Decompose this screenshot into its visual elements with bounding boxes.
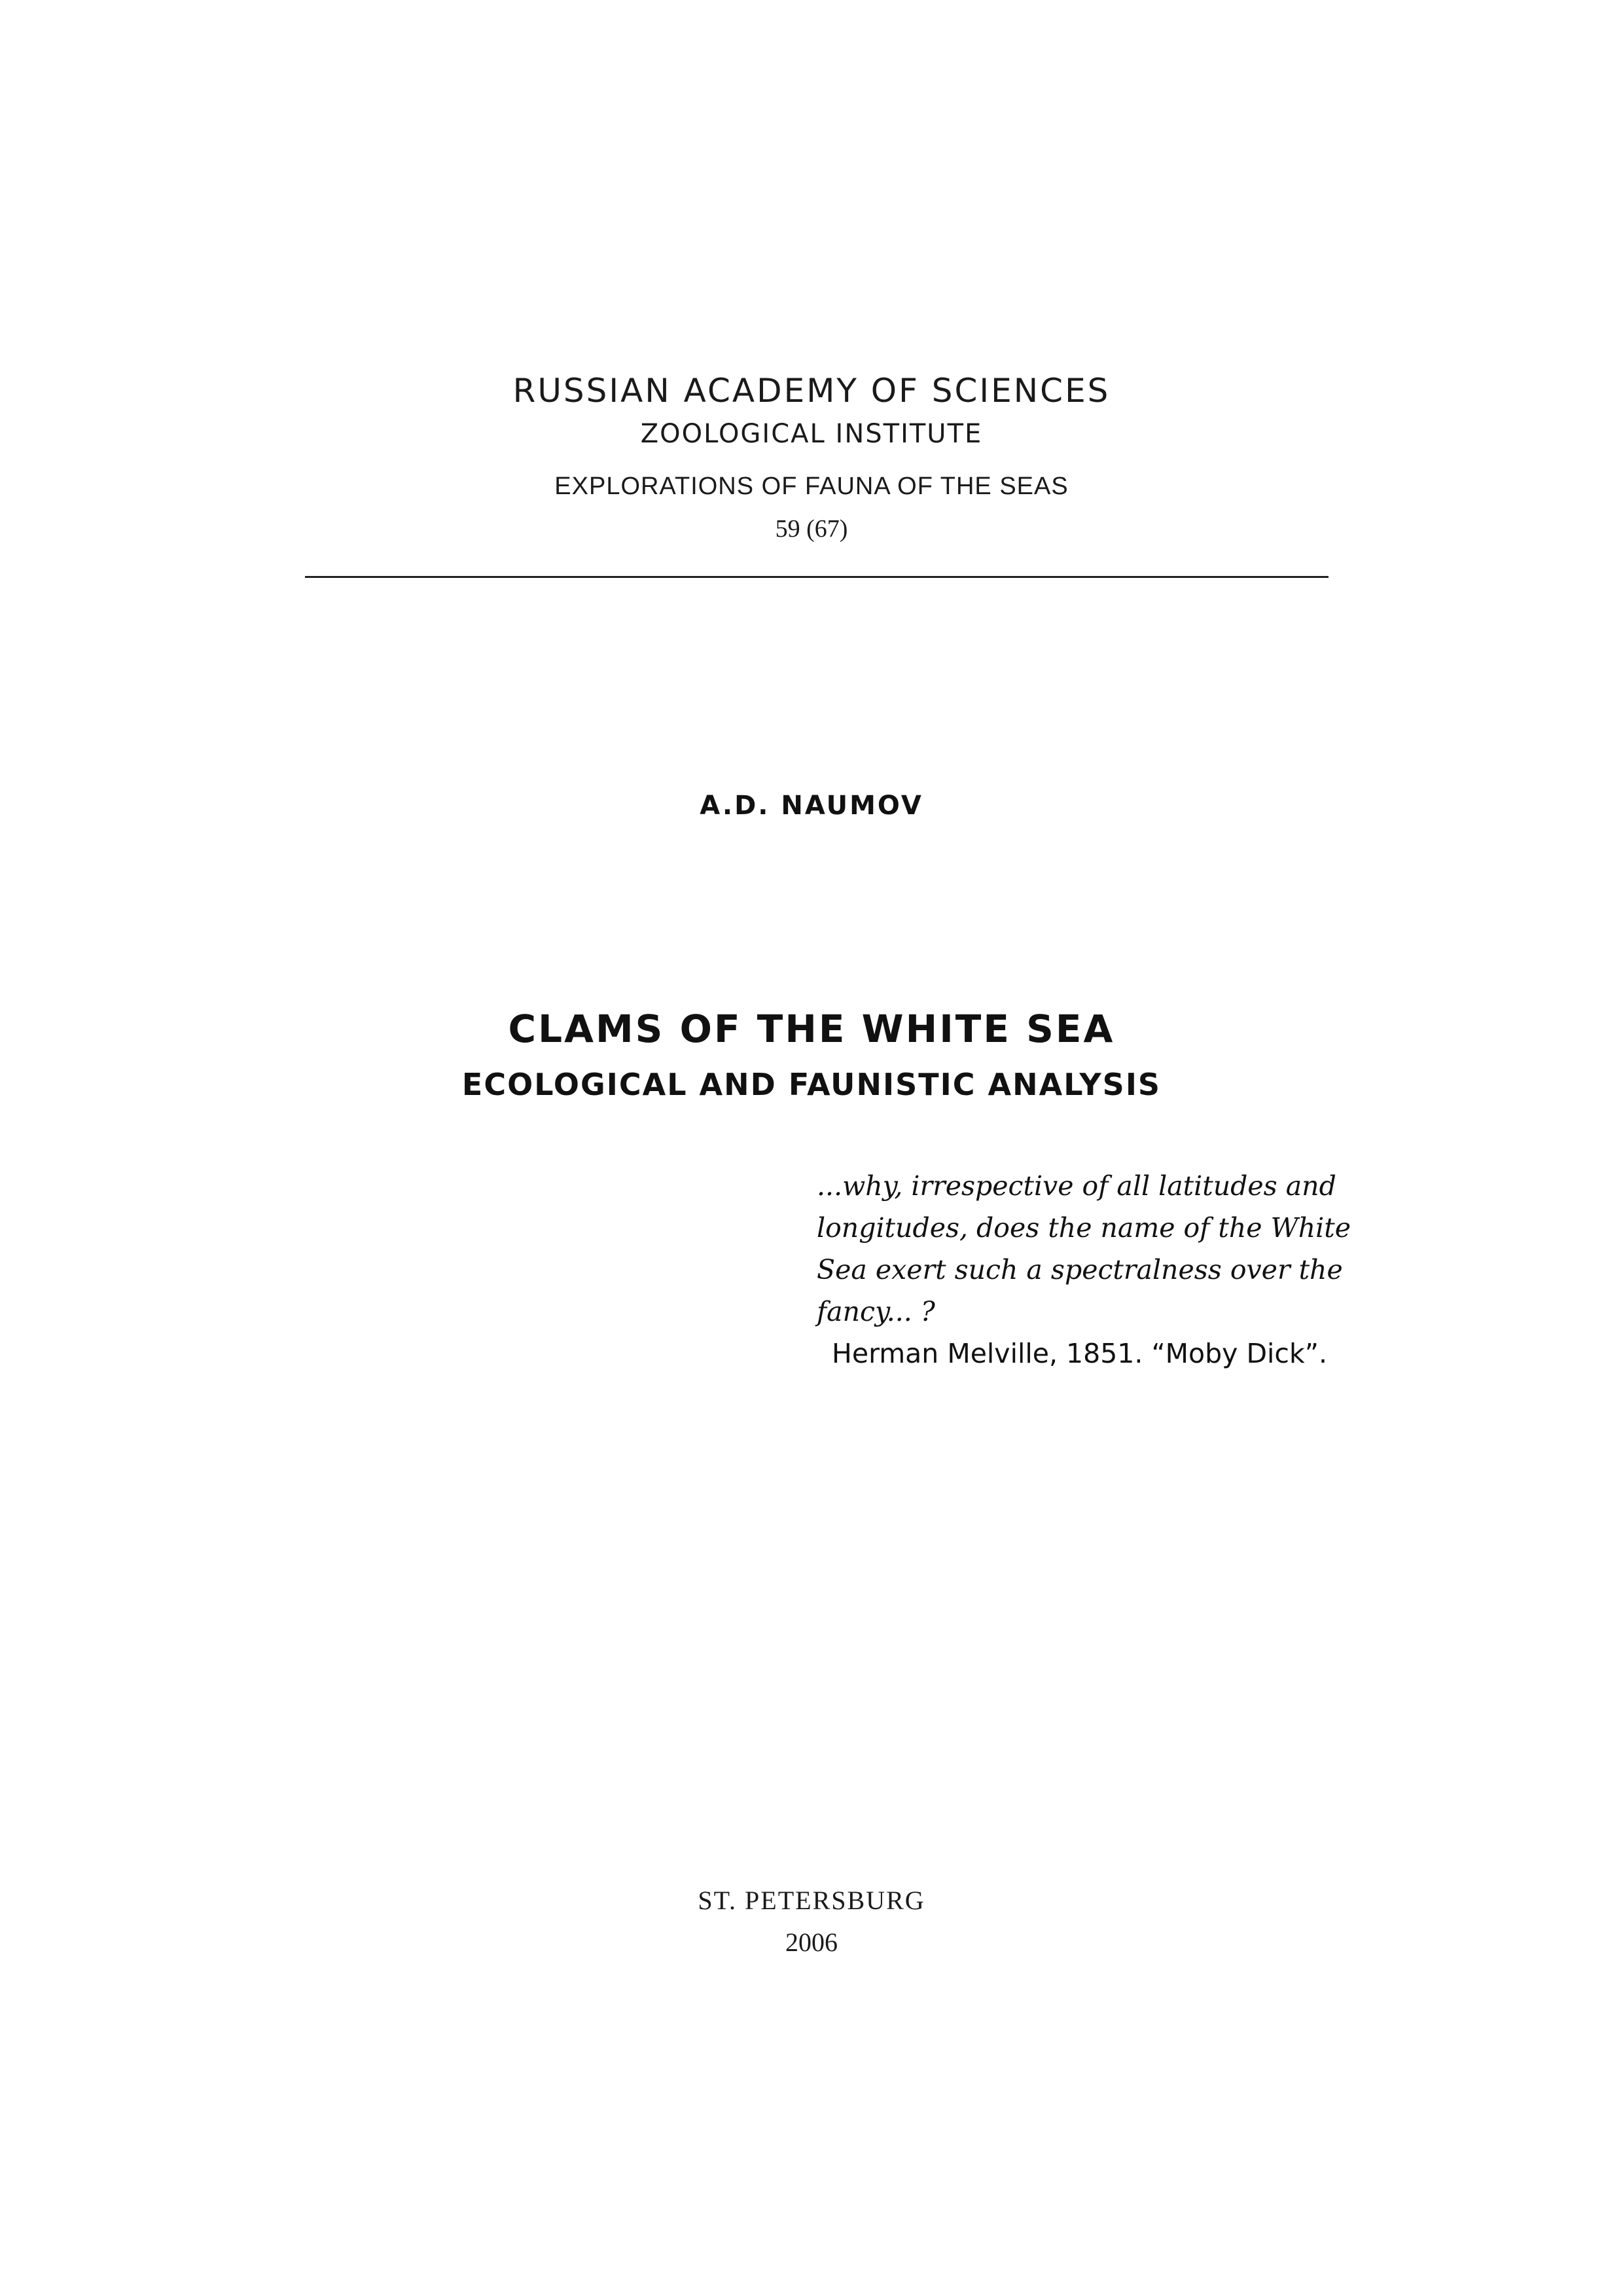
book-subtitle: ECOLOGICAL AND FAUNISTIC ANALYSIS: [461, 1067, 1162, 1102]
epigraph-line: Sea exert such a spectralness over the: [817, 1254, 1343, 1285]
imprint-city: ST. PETERSBURG: [698, 1886, 925, 1915]
series-number: 59 (67): [775, 515, 848, 543]
academy-name: RUSSIAN ACADEMY OF SCIENCES: [512, 372, 1111, 410]
epigraph: [817, 1165, 1351, 1374]
epigraph-attribution: Herman Melville, 1851. “Moby Dick”.: [832, 1338, 1327, 1369]
epigraph-line: longitudes, does the name of the White: [817, 1212, 1351, 1244]
epigraph-line: ...why, irrespective of all latitudes and: [817, 1170, 1336, 1202]
imprint-year: 2006: [785, 1928, 838, 1957]
epigraph-line: fancy... ?: [817, 1296, 935, 1327]
horizontal-rule: [305, 576, 1329, 578]
book-title: CLAMS OF THE WHITE SEA: [508, 1007, 1115, 1051]
institute-name: ZOOLOGICAL INSTITUTE: [640, 419, 983, 449]
series-title: EXPLORATIONS OF FAUNA OF THE SEAS: [554, 473, 1069, 500]
author-name: A.D. NAUMOV: [700, 791, 923, 821]
